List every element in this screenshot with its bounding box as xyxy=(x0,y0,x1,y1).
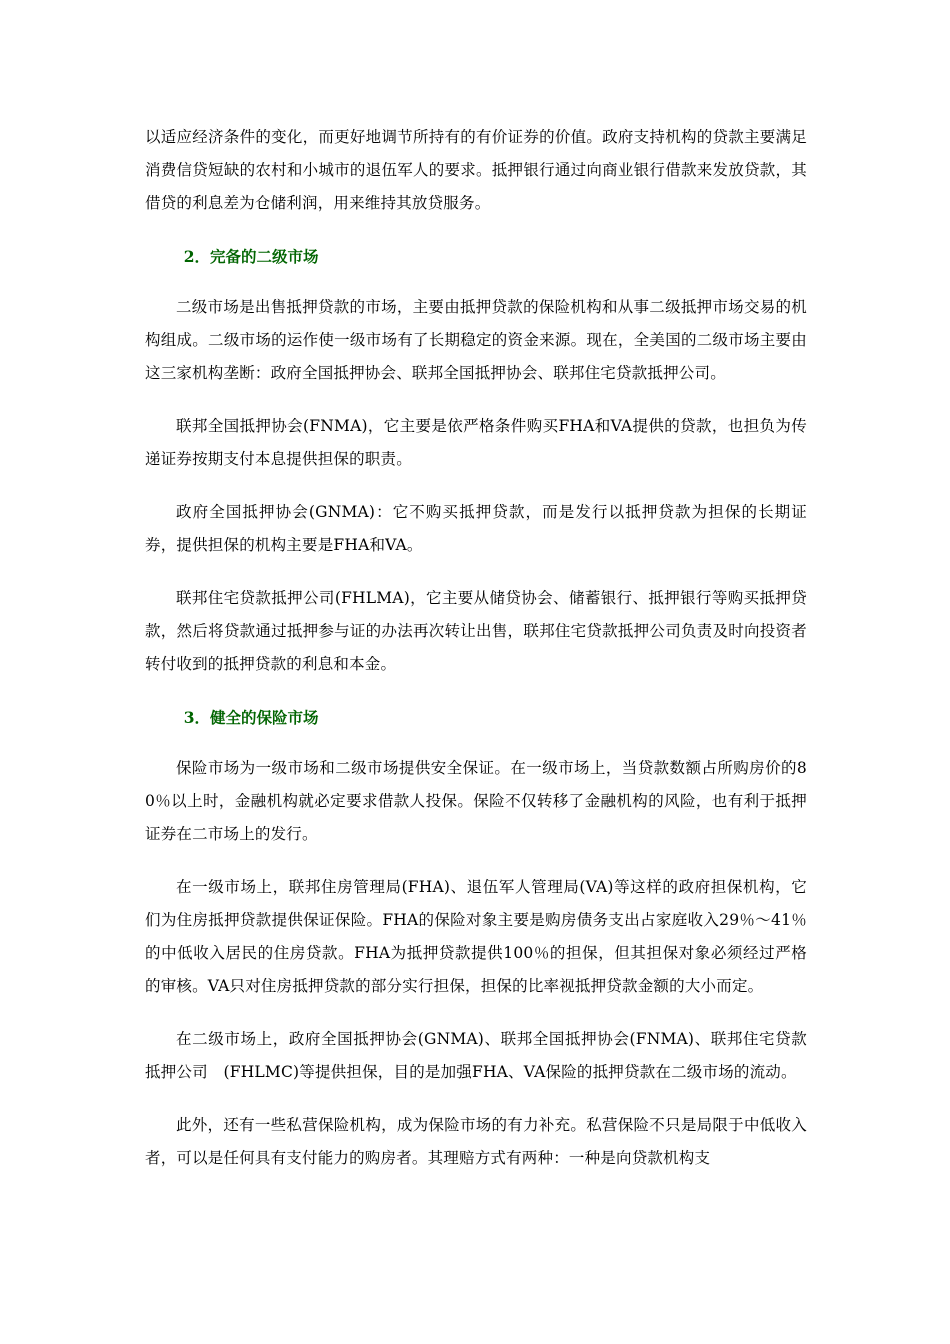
paragraph-secondary-market-overview: 二级市场是出售抵押贷款的市场，主要由抵押贷款的保险机构和从事二级抵押市场交易的机构组成。二级市场的运作使一级市场有了长期稳定的资金来源。现在，全美国的二级市场主要由这三家机构垄断：政府全国抵押协会、联邦全国抵押协会、联邦住宅贷款抵押公司。 xyxy=(145,298,807,382)
paragraph-insurance-overview: 保险市场为一级市场和二级市场提供安全保证。在一级市场上，当贷款数额占所购房价的80％以上时，金融机构就必定要求借款人投保。保险不仅转移了金融机构的风险，也有利于抵押证券在二市场上的发行。 xyxy=(145,759,807,843)
section-heading-insurance-market: 3．健全的保险市场 xyxy=(183,708,319,727)
document-body xyxy=(145,121,807,1175)
paragraph-gnma: 政府全国抵押协会(GNMA)：它不购买抵押贷款，而是发行以抵押贷款为担保的长期证券，提供担保的机构主要是FHA和VA。 xyxy=(145,503,807,554)
paragraph-fnma: 联邦全国抵押协会(FNMA)，它主要是依严格条件购买FHA和VA提供的贷款，也担负为传递证券按期支付本息提供担保的职责。 xyxy=(145,417,807,468)
paragraph-private-insurance: 此外，还有一些私营保险机构，成为保险市场的有力补充。私营保险不只是局限于中低收入者，可以是任何具有支付能力的购房者。其理赔方式有两种：一种是向贷款机构支 xyxy=(145,1116,807,1167)
paragraph-primary-market-guarantee: 在一级市场上，联邦住房管理局(FHA)、退伍军人管理局(VA)等这样的政府担保机构，它们为住房抵押贷款提供保证保险。FHA的保险对象主要是购房债务支出占家庭收入29％～41％的中低收入居民的住房贷款。FHA为抵押贷款提供100％的担保，但其担保对象必须经过严格的审核。VA只对住房抵押贷款的部分实行担保，担保的比率视抵押贷款金额的大小而定。 xyxy=(145,878,807,995)
paragraph-secondary-market-guarantee: 在二级市场上，政府全国抵押协会(GNMA)、联邦全国抵押协会(FNMA)、联邦住宅贷款抵押公司 (FHLMC)等提供担保，目的是加强FHA、VA保险的抵押贷款在二级市场的流动。 xyxy=(145,1030,807,1081)
paragraph-intro-continuation: 以适应经济条件的变化，而更好地调节所持有的有价证券的价值。政府支持机构的贷款主要满足消费信贷短缺的农村和小城市的退伍军人的要求。抵押银行通过向商业银行借款来发放贷款，其借贷的利息差为仓储利润，用来维持其放贷服务。 xyxy=(145,128,807,212)
section-heading-secondary-market: 2．完备的二级市场 xyxy=(183,247,319,266)
paragraph-fhlma: 联邦住宅贷款抵押公司(FHLMA)，它主要从储贷协会、储蓄银行、抵押银行等购买抵押贷款，然后将贷款通过抵押参与证的办法再次转让出售，联邦住宅贷款抵押公司负责及时向投资者转付收到的抵押贷款的利息和本金。 xyxy=(145,589,807,673)
